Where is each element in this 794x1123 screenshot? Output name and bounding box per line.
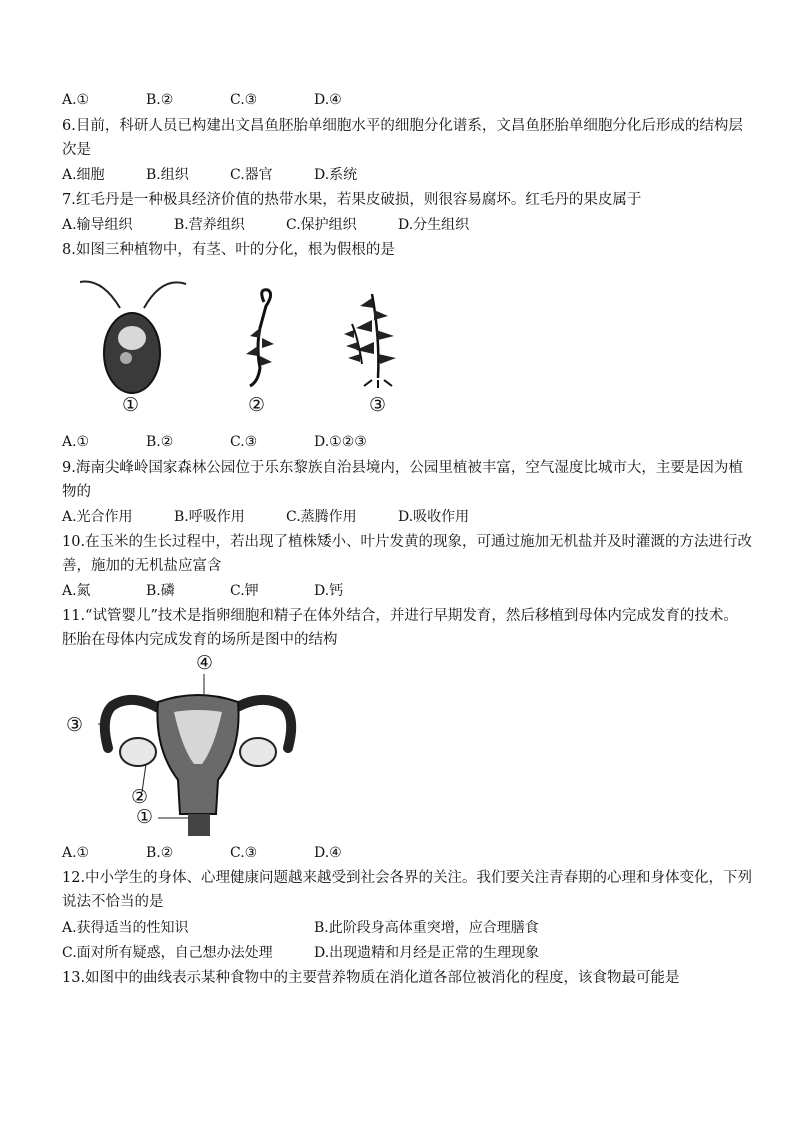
q8-figure-label-1: ① (122, 394, 140, 416)
q6-option-b: B.组织 (146, 167, 189, 183)
q9-option-a: A.光合作用 (62, 509, 133, 525)
fern-image (344, 294, 396, 388)
q10-option-c: C.钾 (230, 583, 259, 599)
q8-option-c: C.③ (230, 434, 258, 450)
q8-option-b: B.② (146, 434, 174, 450)
q10-option-d: D.钙 (314, 583, 344, 599)
alga-image (80, 282, 186, 393)
q9-option-b: B.呼吸作用 (174, 509, 245, 525)
q12-stem-line1: 12.中小学生的身体、心理健康问题越来越受到社会各界的关注。我们要关注青春期的心理和身体变化，下列 (62, 870, 753, 886)
q7-option-d: D.分生组织 (398, 217, 470, 233)
q9-option-d: D.吸收作用 (398, 509, 470, 525)
q8-option-a: A.① (62, 434, 90, 450)
q11-option-a: A.① (62, 845, 90, 861)
q12-stem-line2: 说法不恰当的是 (62, 894, 164, 910)
q11-figure-label-4: ④ (196, 652, 214, 674)
reproductive-system-figure (62, 652, 322, 842)
q7-stem-line1: 7.红毛丹是一种极具经济价值的热带水果，若果皮破损，则很容易腐坏。红毛丹的果皮属于 (62, 192, 642, 208)
q8-figure-label-3: ③ (369, 394, 387, 416)
q6-option-d: D.系统 (314, 167, 358, 183)
q5-option-c: C.③ (230, 92, 258, 108)
q13-stem-line1: 13.如图中的曲线表示某种食物中的主要营养物质在消化道各部位被消化的程度，该食物最可能是 (62, 970, 680, 986)
q8-option-d: D.①②③ (314, 434, 367, 450)
q9-stem-line2: 物的 (62, 484, 91, 500)
q11-figure-label-2: ② (131, 786, 149, 808)
q9-option-c: C.蒸腾作用 (286, 509, 357, 525)
q5-option-d: D.④ (314, 92, 342, 108)
q7-option-b: B.营养组织 (174, 217, 245, 233)
q11-figure-label-3: ③ (66, 714, 84, 736)
q10-option-a: A.氮 (62, 583, 91, 599)
q12-option-c: C.面对所有疑惑，自己想办法处理 (62, 945, 273, 961)
q7-option-a: A.输导组织 (62, 217, 133, 233)
moss-image (246, 290, 274, 386)
q11-figure-label-1: ① (136, 806, 154, 828)
q8-stem-line1: 8.如图三种植物中，有茎、叶的分化，根为假根的是 (62, 242, 395, 258)
q10-stem-line1: 10.在玉米的生长过程中，若出现了植株矮小、叶片发黄的现象，可通过施加无机盐并及时灌溉的方法进行改 (62, 534, 753, 550)
q11-stem-line1: 11.“试管婴儿”技术是指卵细胞和精子在体外结合，并进行早期发育，然后移植到母体内完成发育的技术。 (62, 608, 738, 624)
q12-option-a: A.获得适当的性知识 (62, 920, 189, 936)
q11-option-d: D.④ (314, 845, 342, 861)
q6-stem-line1: 6.目前，科研人员已构建出文昌鱼胚胎单细胞水平的细胞分化谱系，文昌鱼胚胎单细胞分化后形成的结构层 (62, 118, 743, 134)
q9-stem-line1: 9.海南尖峰岭国家森林公园位于乐东黎族自治县境内，公园里植被丰富，空气湿度比城市大，主要是因为植 (62, 460, 743, 476)
q5-option-a: A.① (62, 92, 90, 108)
q7-option-c: C.保护组织 (286, 217, 357, 233)
q8-figure-label-2: ② (248, 394, 266, 416)
q12-option-d: D.出现遗精和月经是正常的生理现象 (314, 945, 540, 961)
q12-option-b: B.此阶段身高体重突增，应合理膳食 (314, 920, 539, 936)
q11-stem-line2: 胚胎在母体内完成发育的场所是图中的结构 (62, 632, 338, 648)
q6-option-a: A.细胞 (62, 167, 105, 183)
q10-stem-line2: 善，施加的无机盐应富含 (62, 558, 222, 574)
q11-option-c: C.③ (230, 845, 258, 861)
q6-option-c: C.器官 (230, 167, 273, 183)
q6-stem-line2: 次是 (62, 142, 91, 158)
q10-option-b: B.磷 (146, 583, 175, 599)
q5-option-b: B.② (146, 92, 174, 108)
q11-option-b: B.② (146, 845, 174, 861)
